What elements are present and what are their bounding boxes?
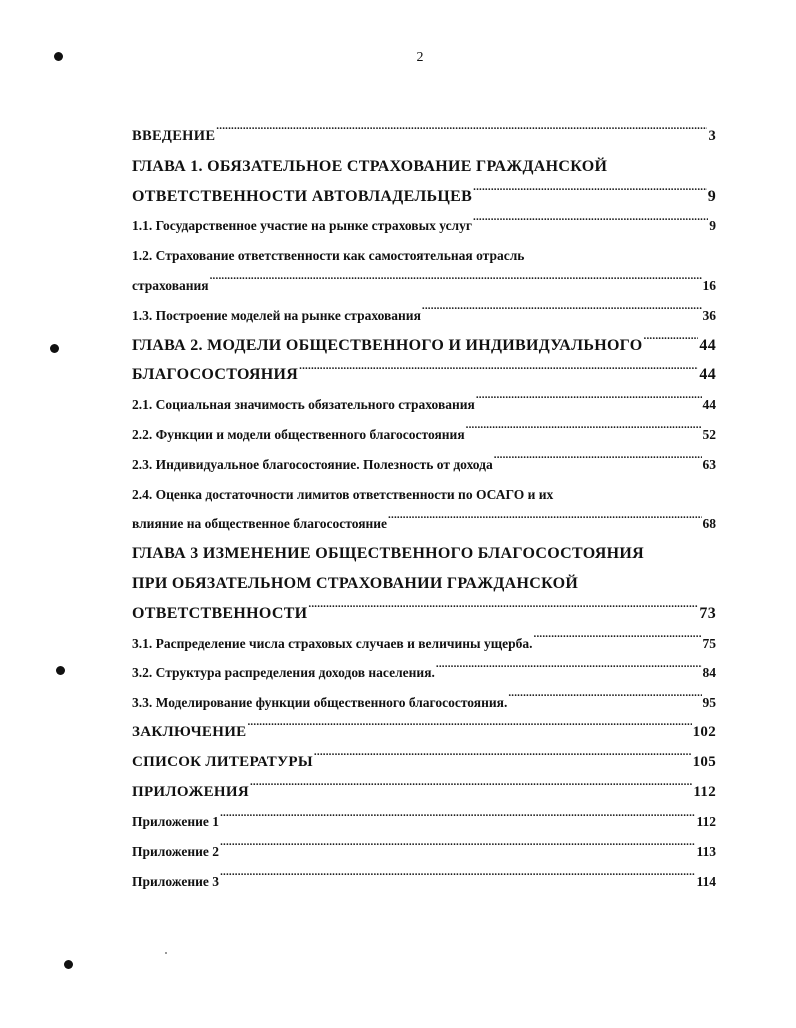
toc-entry-page: 112 [693,783,716,800]
toc-entry-page: 113 [696,844,716,860]
toc-entry-title: БЛАГОСОСТОЯНИЯ [132,366,299,384]
toc-entry-title: 3.1. Распределение числа страховых случаев и величины ущерба. [132,635,533,651]
toc-entry-title: ОТВЕТСТВЕННОСТИ АВТОВЛАДЕЛЬЦЕВ [132,187,473,205]
page-number: 2 [416,50,424,65]
toc-leader-dots [314,751,692,766]
toc-entry-title: ЗАКЛЮЧЕНИЕ [132,723,247,740]
toc-entry-title: 2.3. Индивидуальное благосостояние. Полезность от дохода [132,456,493,472]
toc-entry [132,182,716,212]
toc-entry [132,360,716,390]
toc-entry-page: 84 [702,665,716,681]
toc-entry [132,211,716,241]
toc-entry-title: ВВЕДЕНИЕ [132,128,216,144]
toc-entry [132,718,716,748]
punch-hole-dot [54,52,63,61]
toc-entry-title: ОТВЕТСТВЕННОСТИ [132,604,308,622]
toc-entry-title: 2.4. Оценка достаточности лимитов ответственности по ОСАГО и их [132,486,554,502]
toc-leader-dots [436,664,702,678]
toc-entry-title: 1.1. Государственное участие на рынке страховых услуг [132,218,473,234]
toc-entry [132,837,716,867]
toc-entry-page: 102 [692,723,716,740]
toc-leader-dots [220,872,695,886]
toc-leader-dots [508,694,701,708]
toc-leader-dots [534,634,702,648]
toc-entry-title: страхования [132,277,209,293]
toc-leader-dots [494,455,702,469]
punch-hole-dot [50,344,59,353]
toc-entry-title: СПИСОК ЛИТЕРАТУРЫ [132,753,313,770]
toc-entry-page: 112 [696,814,716,830]
toc-entry-page: 52 [702,426,716,442]
toc-entry-title: 3.3. Моделирование функции общественного благосостояния. [132,695,508,711]
toc-entry-title: 2.1. Социальная значимость обязательного страхования [132,397,475,413]
scan-speck [165,952,167,954]
toc-entry-page: 3 [708,128,716,144]
punch-hole-dot [64,960,73,969]
toc-entry-title: ПРИ ОБЯЗАТЕЛЬНОМ СТРАХОВАНИИ ГРАЖДАНСКОЙ [132,574,579,592]
toc-entry-page: 63 [702,456,716,472]
toc-entry-page: 75 [702,635,716,651]
toc-entry [132,509,716,539]
toc-leader-dots [220,843,695,857]
toc-entry-title: ПРИЛОЖЕНИЯ [132,783,249,800]
toc-leader-dots [247,721,691,736]
toc-entry-title: 1.2. Страхование ответственности как самостоятельная отрасль [132,248,525,264]
toc-entry-page: 9 [707,187,716,205]
toc-entry [132,152,716,182]
toc-entry [132,539,716,569]
toc-leader-dots [216,126,707,141]
toc-leader-dots [644,334,699,350]
toc-entry [132,748,716,778]
toc-entry [132,122,716,152]
toc-entry-title: Приложение 3 [132,873,220,889]
toc-entry [132,867,716,897]
toc-entry-title: Приложение 2 [132,844,220,860]
toc-leader-dots [388,515,701,529]
toc-entry [132,807,716,837]
toc-entry-page: 114 [696,873,716,889]
toc-entry [132,569,716,599]
toc-entry [132,450,716,480]
toc-entry-title: влияние на общественное благосостояние [132,516,388,532]
toc-entry [132,599,716,629]
toc-entry-page: 105 [692,753,716,770]
toc-entry-title: ГЛАВА 1. ОБЯЗАТЕЛЬНОЕ СТРАХОВАНИЕ ГРАЖДАНСКОЙ [132,157,608,175]
toc-leader-dots [473,217,708,231]
toc-entry-page: 44 [699,336,716,354]
toc-leader-dots [299,363,698,379]
toc-entry-page: 44 [702,397,716,413]
toc-entry [132,301,716,331]
toc-entry-page: 95 [702,695,716,711]
toc-entry [132,778,716,808]
toc-leader-dots [220,813,695,827]
toc-leader-dots [250,781,692,796]
toc-leader-dots [422,306,702,320]
toc-entry-title: 3.2. Структура распределения доходов населения. [132,665,435,681]
toc-entry-page: 68 [702,516,716,532]
toc-entry [132,688,716,718]
toc-entry [132,241,716,271]
toc-entry [132,629,716,659]
toc-entry-page: 16 [702,277,716,293]
toc-leader-dots [210,276,702,290]
toc-leader-dots [473,185,707,201]
table-of-contents [132,122,716,897]
toc-entry-title: 2.2. Функции и модели общественного благосостояния [132,426,465,442]
punch-hole-dot [56,666,65,675]
toc-entry [132,420,716,450]
toc-entry-page: 9 [709,218,716,234]
toc-entry-title: ГЛАВА 3 ИЗМЕНЕНИЕ ОБЩЕСТВЕННОГО БЛАГОСОСТОЯНИЯ [132,545,644,563]
toc-leader-dots [466,425,702,439]
toc-entry-page: 36 [702,307,716,323]
toc-leader-dots [308,602,698,618]
toc-entry-title: Приложение 1 [132,814,220,830]
toc-entry [132,390,716,420]
toc-entry [132,331,716,361]
toc-entry [132,658,716,688]
toc-leader-dots [476,396,702,410]
toc-entry-title: ГЛАВА 2. МОДЕЛИ ОБЩЕСТВЕННОГО И ИНДИВИДУАЛЬНОГО [132,336,643,354]
toc-entry-title: 1.3. Построение моделей на рынке страхования [132,307,421,323]
toc-entry-page: 73 [699,604,716,622]
toc-entry-page: 44 [699,366,716,384]
toc-entry [132,480,716,510]
toc-entry [132,271,716,301]
